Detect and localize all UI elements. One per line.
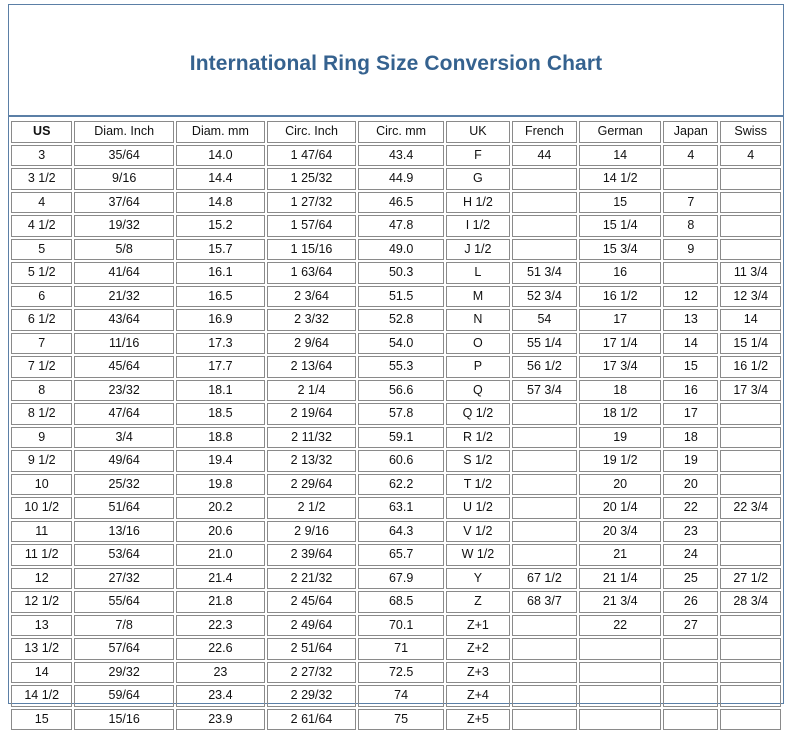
cell-circ-inch: 2 1/2 [267, 497, 356, 519]
cell-uk: O [446, 333, 510, 355]
cell-french: 56 1/2 [512, 356, 578, 378]
cell-uk: Z+2 [446, 638, 510, 660]
cell-diam-inch: 29/32 [74, 662, 173, 684]
cell-us: 14 1/2 [11, 685, 72, 707]
cell-circ-inch: 2 45/64 [267, 591, 356, 613]
cell-uk: U 1/2 [446, 497, 510, 519]
cell-swiss: 28 3/4 [720, 591, 781, 613]
cell-swiss [720, 192, 781, 214]
cell-diam-inch: 55/64 [74, 591, 173, 613]
cell-swiss: 16 1/2 [720, 356, 781, 378]
cell-us: 7 1/2 [11, 356, 72, 378]
cell-swiss: 22 3/4 [720, 497, 781, 519]
cell-us: 4 1/2 [11, 215, 72, 237]
cell-swiss: 15 1/4 [720, 333, 781, 355]
cell-us: 12 [11, 568, 72, 590]
cell-circ-mm: 63.1 [358, 497, 444, 519]
cell-circ-mm: 52.8 [358, 309, 444, 331]
table-row [11, 145, 781, 167]
cell-french [512, 192, 578, 214]
cell-japan: 26 [663, 591, 718, 613]
cell-diam-inch: 53/64 [74, 544, 173, 566]
cell-french [512, 215, 578, 237]
cell-japan: 19 [663, 450, 718, 472]
cell-german: 15 3/4 [579, 239, 661, 261]
cell-circ-inch: 2 3/32 [267, 309, 356, 331]
col-header-us: US [11, 121, 72, 143]
cell-german: 14 [579, 145, 661, 167]
cell-diam-mm: 18.5 [176, 403, 265, 425]
cell-uk: Z [446, 591, 510, 613]
cell-diam-mm: 23 [176, 662, 265, 684]
cell-japan: 25 [663, 568, 718, 590]
cell-circ-mm: 70.1 [358, 615, 444, 637]
cell-diam-mm: 17.3 [176, 333, 265, 355]
cell-swiss [720, 474, 781, 496]
cell-diam-mm: 16.1 [176, 262, 265, 284]
cell-circ-inch: 2 21/32 [267, 568, 356, 590]
cell-us: 8 1/2 [11, 403, 72, 425]
cell-us: 5 [11, 239, 72, 261]
cell-french: 44 [512, 145, 578, 167]
cell-swiss: 17 3/4 [720, 380, 781, 402]
header-row [11, 121, 781, 143]
cell-diam-mm: 19.4 [176, 450, 265, 472]
cell-japan: 17 [663, 403, 718, 425]
table-row [11, 497, 781, 519]
cell-japan [663, 638, 718, 660]
cell-french [512, 685, 578, 707]
cell-german: 16 1/2 [579, 286, 661, 308]
cell-uk: V 1/2 [446, 521, 510, 543]
cell-circ-mm: 51.5 [358, 286, 444, 308]
cell-circ-inch: 2 9/64 [267, 333, 356, 355]
cell-diam-inch: 21/32 [74, 286, 173, 308]
cell-us: 11 1/2 [11, 544, 72, 566]
cell-circ-mm: 67.9 [358, 568, 444, 590]
cell-circ-inch: 1 15/16 [267, 239, 356, 261]
cell-us: 15 [11, 709, 72, 731]
cell-german: 14 1/2 [579, 168, 661, 190]
cell-diam-mm: 22.3 [176, 615, 265, 637]
cell-french [512, 239, 578, 261]
cell-diam-inch: 43/64 [74, 309, 173, 331]
table-row [11, 262, 781, 284]
table-row [11, 662, 781, 684]
cell-swiss [720, 521, 781, 543]
cell-japan: 8 [663, 215, 718, 237]
cell-diam-inch: 23/32 [74, 380, 173, 402]
cell-german: 21 [579, 544, 661, 566]
cell-circ-inch: 1 47/64 [267, 145, 356, 167]
cell-french: 51 3/4 [512, 262, 578, 284]
cell-circ-mm: 56.6 [358, 380, 444, 402]
col-header-circ-mm: Circ. mm [358, 121, 444, 143]
cell-diam-inch: 37/64 [74, 192, 173, 214]
cell-uk: R 1/2 [446, 427, 510, 449]
cell-swiss: 12 3/4 [720, 286, 781, 308]
cell-swiss [720, 168, 781, 190]
cell-diam-inch: 47/64 [74, 403, 173, 425]
cell-diam-mm: 14.4 [176, 168, 265, 190]
cell-german: 17 [579, 309, 661, 331]
cell-uk: F [446, 145, 510, 167]
cell-swiss [720, 450, 781, 472]
cell-diam-inch: 3/4 [74, 427, 173, 449]
cell-japan [663, 662, 718, 684]
table-row [11, 380, 781, 402]
cell-circ-mm: 62.2 [358, 474, 444, 496]
cell-swiss: 27 1/2 [720, 568, 781, 590]
cell-diam-inch: 57/64 [74, 638, 173, 660]
cell-circ-mm: 71 [358, 638, 444, 660]
cell-german: 18 [579, 380, 661, 402]
cell-uk: J 1/2 [446, 239, 510, 261]
col-header-japan: Japan [663, 121, 718, 143]
table-row [11, 638, 781, 660]
cell-japan: 27 [663, 615, 718, 637]
cell-uk: H 1/2 [446, 192, 510, 214]
table-row [11, 168, 781, 190]
cell-circ-inch: 2 13/32 [267, 450, 356, 472]
cell-diam-inch: 25/32 [74, 474, 173, 496]
cell-us: 12 1/2 [11, 591, 72, 613]
col-header-french: French [512, 121, 578, 143]
cell-swiss [720, 685, 781, 707]
cell-circ-inch: 2 39/64 [267, 544, 356, 566]
cell-circ-inch: 1 57/64 [267, 215, 356, 237]
table-row [11, 591, 781, 613]
cell-circ-inch: 2 51/64 [267, 638, 356, 660]
cell-swiss [720, 215, 781, 237]
cell-us: 9 1/2 [11, 450, 72, 472]
cell-japan [663, 685, 718, 707]
table-row [11, 286, 781, 308]
cell-diam-mm: 20.2 [176, 497, 265, 519]
cell-french [512, 450, 578, 472]
cell-circ-inch: 2 13/64 [267, 356, 356, 378]
cell-diam-inch: 49/64 [74, 450, 173, 472]
col-header-diam-inch: Diam. Inch [74, 121, 173, 143]
cell-diam-mm: 15.2 [176, 215, 265, 237]
cell-swiss: 11 3/4 [720, 262, 781, 284]
cell-diam-inch: 9/16 [74, 168, 173, 190]
cell-german: 22 [579, 615, 661, 637]
cell-german: 17 3/4 [579, 356, 661, 378]
cell-uk: Z+4 [446, 685, 510, 707]
cell-japan: 7 [663, 192, 718, 214]
cell-diam-mm: 16.9 [176, 309, 265, 331]
cell-circ-inch: 2 3/64 [267, 286, 356, 308]
cell-french: 67 1/2 [512, 568, 578, 590]
cell-uk: Z+5 [446, 709, 510, 731]
table-row [11, 685, 781, 707]
col-header-diam-mm: Diam. mm [176, 121, 265, 143]
table-row [11, 333, 781, 355]
cell-circ-inch: 2 9/16 [267, 521, 356, 543]
table-row [11, 521, 781, 543]
cell-uk: Z+3 [446, 662, 510, 684]
table-row [11, 615, 781, 637]
cell-diam-inch: 11/16 [74, 333, 173, 355]
cell-diam-inch: 13/16 [74, 521, 173, 543]
title-divider [9, 115, 783, 117]
cell-us: 10 [11, 474, 72, 496]
cell-french: 55 1/4 [512, 333, 578, 355]
cell-circ-inch: 2 61/64 [267, 709, 356, 731]
cell-swiss [720, 662, 781, 684]
cell-diam-mm: 20.6 [176, 521, 265, 543]
table-row [11, 309, 781, 331]
cell-circ-inch: 2 29/32 [267, 685, 356, 707]
table-row [11, 450, 781, 472]
cell-uk: Z+1 [446, 615, 510, 637]
cell-french [512, 615, 578, 637]
ring-size-table [9, 119, 783, 732]
cell-french: 57 3/4 [512, 380, 578, 402]
table-body [11, 145, 781, 731]
cell-circ-inch: 1 27/32 [267, 192, 356, 214]
col-header-german: German [579, 121, 661, 143]
page-title: International Ring Size Conversion Chart [189, 52, 603, 75]
cell-swiss [720, 427, 781, 449]
cell-circ-mm: 54.0 [358, 333, 444, 355]
cell-swiss [720, 638, 781, 660]
cell-french [512, 427, 578, 449]
cell-circ-mm: 59.1 [358, 427, 444, 449]
table-row [11, 356, 781, 378]
cell-circ-mm: 60.6 [358, 450, 444, 472]
cell-us: 5 1/2 [11, 262, 72, 284]
cell-french [512, 403, 578, 425]
cell-diam-inch: 19/32 [74, 215, 173, 237]
cell-german: 18 1/2 [579, 403, 661, 425]
cell-diam-mm: 14.0 [176, 145, 265, 167]
cell-french: 54 [512, 309, 578, 331]
cell-german: 21 3/4 [579, 591, 661, 613]
cell-us: 7 [11, 333, 72, 355]
cell-german: 15 1/4 [579, 215, 661, 237]
cell-uk: M [446, 286, 510, 308]
cell-uk: Y [446, 568, 510, 590]
cell-diam-inch: 45/64 [74, 356, 173, 378]
cell-japan: 20 [663, 474, 718, 496]
cell-japan: 18 [663, 427, 718, 449]
cell-german: 15 [579, 192, 661, 214]
table-row [11, 427, 781, 449]
table-row [11, 239, 781, 261]
cell-german: 19 [579, 427, 661, 449]
cell-circ-mm: 43.4 [358, 145, 444, 167]
cell-diam-mm: 19.8 [176, 474, 265, 496]
cell-circ-inch: 2 1/4 [267, 380, 356, 402]
cell-circ-mm: 55.3 [358, 356, 444, 378]
cell-diam-mm: 16.5 [176, 286, 265, 308]
cell-swiss: 4 [720, 145, 781, 167]
cell-diam-mm: 18.1 [176, 380, 265, 402]
table-row [11, 192, 781, 214]
cell-diam-mm: 21.8 [176, 591, 265, 613]
cell-uk: I 1/2 [446, 215, 510, 237]
cell-japan: 15 [663, 356, 718, 378]
table-row [11, 403, 781, 425]
cell-french [512, 474, 578, 496]
cell-us: 13 1/2 [11, 638, 72, 660]
cell-us: 3 1/2 [11, 168, 72, 190]
cell-french [512, 638, 578, 660]
cell-japan: 4 [663, 145, 718, 167]
col-header-uk: UK [446, 121, 510, 143]
cell-german: 16 [579, 262, 661, 284]
cell-circ-mm: 47.8 [358, 215, 444, 237]
cell-japan: 9 [663, 239, 718, 261]
table-row [11, 544, 781, 566]
cell-uk: L [446, 262, 510, 284]
cell-japan: 24 [663, 544, 718, 566]
cell-circ-mm: 46.5 [358, 192, 444, 214]
cell-diam-inch: 35/64 [74, 145, 173, 167]
cell-diam-inch: 15/16 [74, 709, 173, 731]
cell-german [579, 638, 661, 660]
cell-diam-mm: 17.7 [176, 356, 265, 378]
cell-us: 6 [11, 286, 72, 308]
cell-us: 13 [11, 615, 72, 637]
cell-circ-mm: 75 [358, 709, 444, 731]
table-row [11, 215, 781, 237]
cell-circ-mm: 64.3 [358, 521, 444, 543]
cell-japan [663, 262, 718, 284]
cell-uk: S 1/2 [446, 450, 510, 472]
cell-diam-mm: 14.8 [176, 192, 265, 214]
cell-japan: 23 [663, 521, 718, 543]
cell-swiss [720, 615, 781, 637]
table-row [11, 568, 781, 590]
cell-german: 20 [579, 474, 661, 496]
cell-german [579, 685, 661, 707]
cell-circ-mm: 50.3 [358, 262, 444, 284]
cell-french [512, 544, 578, 566]
cell-circ-inch: 2 49/64 [267, 615, 356, 637]
table-row [11, 474, 781, 496]
chart-frame [8, 4, 784, 726]
cell-circ-mm: 68.5 [358, 591, 444, 613]
cell-diam-inch: 51/64 [74, 497, 173, 519]
cell-swiss [720, 239, 781, 261]
col-header-circ-inch: Circ. Inch [267, 121, 356, 143]
cell-swiss [720, 403, 781, 425]
cell-diam-inch: 5/8 [74, 239, 173, 261]
cell-uk: T 1/2 [446, 474, 510, 496]
cell-us: 4 [11, 192, 72, 214]
cell-us: 6 1/2 [11, 309, 72, 331]
cell-german: 19 1/2 [579, 450, 661, 472]
cell-us: 9 [11, 427, 72, 449]
cell-uk: N [446, 309, 510, 331]
cell-us: 10 1/2 [11, 497, 72, 519]
cell-diam-inch: 41/64 [74, 262, 173, 284]
cell-diam-mm: 18.8 [176, 427, 265, 449]
cell-circ-inch: 1 25/32 [267, 168, 356, 190]
cell-diam-inch: 59/64 [74, 685, 173, 707]
cell-circ-mm: 74 [358, 685, 444, 707]
cell-french: 52 3/4 [512, 286, 578, 308]
cell-german: 21 1/4 [579, 568, 661, 590]
cell-diam-mm: 22.6 [176, 638, 265, 660]
cell-uk: Q [446, 380, 510, 402]
cell-swiss: 14 [720, 309, 781, 331]
cell-japan [663, 168, 718, 190]
cell-french: 68 3/7 [512, 591, 578, 613]
cell-circ-inch: 2 11/32 [267, 427, 356, 449]
cell-us: 14 [11, 662, 72, 684]
cell-diam-inch: 27/32 [74, 568, 173, 590]
cell-diam-inch: 7/8 [74, 615, 173, 637]
cell-japan: 14 [663, 333, 718, 355]
cell-german: 17 1/4 [579, 333, 661, 355]
cell-german [579, 662, 661, 684]
cell-circ-mm: 49.0 [358, 239, 444, 261]
cell-circ-inch: 2 29/64 [267, 474, 356, 496]
cell-circ-mm: 72.5 [358, 662, 444, 684]
cell-german: 20 1/4 [579, 497, 661, 519]
cell-circ-inch: 2 27/32 [267, 662, 356, 684]
cell-uk: P [446, 356, 510, 378]
cell-us: 3 [11, 145, 72, 167]
cell-diam-mm: 23.9 [176, 709, 265, 731]
cell-circ-mm: 65.7 [358, 544, 444, 566]
cell-circ-mm: 44.9 [358, 168, 444, 190]
cell-french [512, 521, 578, 543]
cell-us: 8 [11, 380, 72, 402]
cell-diam-mm: 21.4 [176, 568, 265, 590]
cell-uk: G [446, 168, 510, 190]
cell-japan: 12 [663, 286, 718, 308]
cell-diam-mm: 15.7 [176, 239, 265, 261]
cell-japan: 22 [663, 497, 718, 519]
col-header-swiss: Swiss [720, 121, 781, 143]
cell-diam-mm: 23.4 [176, 685, 265, 707]
cell-uk: Q 1/2 [446, 403, 510, 425]
cell-circ-mm: 57.8 [358, 403, 444, 425]
cell-german: 20 3/4 [579, 521, 661, 543]
title-area [9, 5, 783, 115]
cell-uk: W 1/2 [446, 544, 510, 566]
cell-japan: 13 [663, 309, 718, 331]
cell-diam-mm: 21.0 [176, 544, 265, 566]
cell-swiss [720, 544, 781, 566]
cell-circ-inch: 1 63/64 [267, 262, 356, 284]
cell-french [512, 497, 578, 519]
cell-japan: 16 [663, 380, 718, 402]
cell-us: 11 [11, 521, 72, 543]
cell-circ-inch: 2 19/64 [267, 403, 356, 425]
cell-french [512, 168, 578, 190]
cell-french [512, 662, 578, 684]
